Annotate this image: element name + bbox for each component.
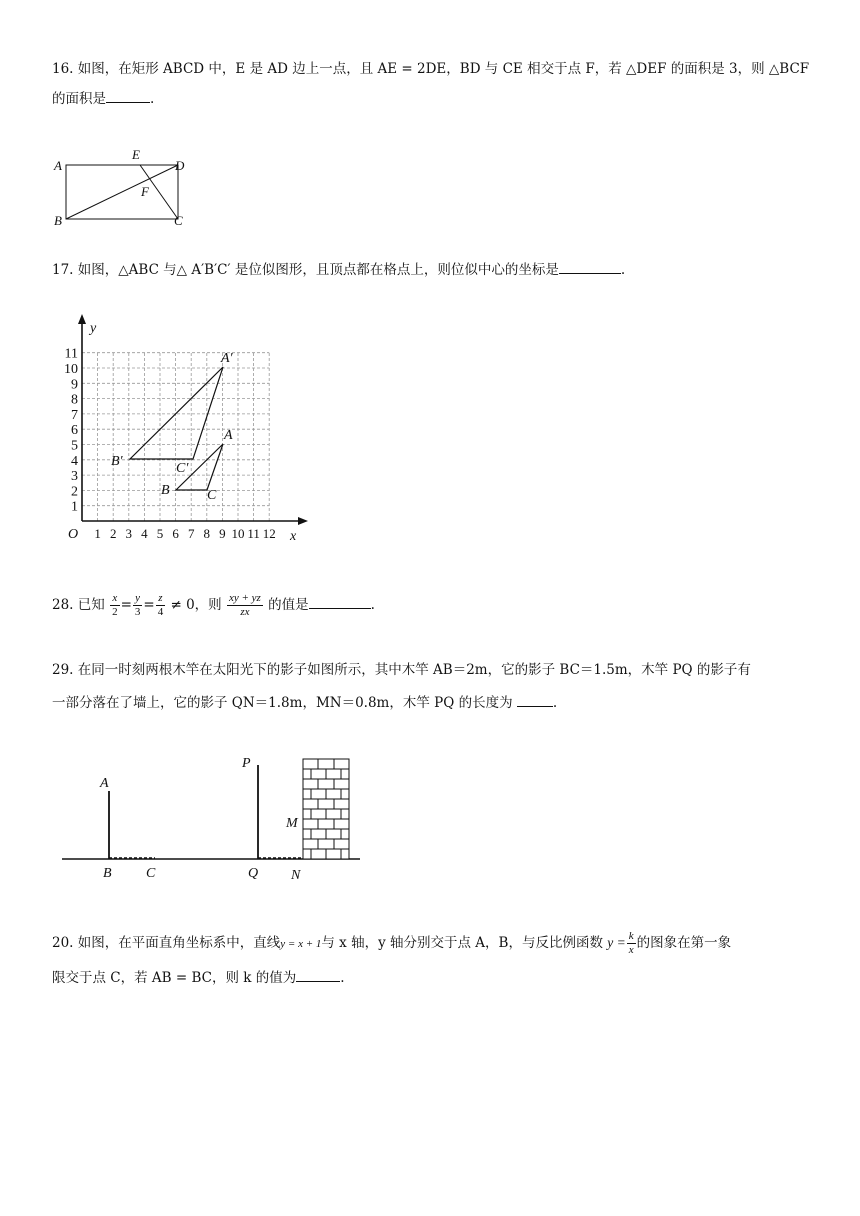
question-28: 28. 已知 $\frac{x}{2}$ = $\frac{y}{3}$ = $\frac{z}{4}$ ≠ 0，则 $\frac{xy + yz}{zx}$ 的值是 .: [52, 592, 375, 618]
fraction-y-over-3: [133, 592, 143, 619]
q17-coordinate-grid: [50, 308, 320, 548]
frac-denominator: 2: [112, 606, 118, 618]
q20-line1b: 与 x 轴，y 轴分别交于点 A，B，与反比例函数: [321, 935, 603, 951]
x-tick-label: 7: [187, 526, 195, 541]
label-B: B: [54, 213, 62, 228]
y-tick-label: 7: [71, 407, 78, 423]
q17-end: .: [620, 262, 626, 278]
q20-line1c: 的图象在第一象: [636, 935, 732, 951]
frac-denominator: zx: [240, 606, 250, 618]
q28-end: .: [370, 597, 375, 613]
y-axis-arrow-icon: [78, 314, 86, 324]
label-C: C: [174, 213, 183, 228]
y-tick-label: 10: [64, 362, 78, 377]
label-A: A: [54, 158, 62, 173]
frac-numerator: x: [110, 592, 120, 606]
q16-line2: [52, 84, 812, 114]
label-Q: Q: [248, 866, 259, 881]
q28-neq: ≠ 0，则: [170, 597, 222, 613]
q20-line1: [52, 926, 812, 961]
q28-prefix: 28. 已知: [52, 597, 105, 613]
q20-line2-text: 限交于点 C，若 AB = BC，则 k 的值为: [52, 970, 297, 986]
x-tick-label: 6: [172, 526, 179, 541]
answer-blank: [296, 969, 340, 982]
label-N: N: [291, 868, 301, 883]
y-tick-label: 11: [64, 346, 78, 362]
label-F: F: [141, 184, 149, 199]
question-16: [52, 54, 812, 114]
y-tick-label: 4: [71, 453, 78, 469]
x-tick-label: 9: [219, 526, 226, 541]
label-B-prime: B′: [111, 454, 123, 469]
fraction-k-over-x: [627, 930, 636, 957]
triangle-a-prime-b-prime-c-prime: [130, 367, 223, 459]
x-tick-label: 11: [247, 526, 260, 541]
label-D: D: [175, 158, 185, 173]
frac-denominator: 3: [134, 606, 141, 618]
line-equation: y = x + 1: [280, 938, 322, 950]
y-tick-label: 6: [71, 423, 78, 439]
question-17: [52, 255, 812, 285]
label-A: A: [100, 776, 109, 791]
x-tick-label: 3: [125, 526, 133, 541]
q29-end: .: [552, 695, 558, 711]
label-E: E: [132, 147, 140, 162]
x-tick-label: 4: [141, 526, 148, 541]
q20-line1a: 20. 如图，在平面直角坐标系中，直线: [52, 935, 281, 951]
y-tick-label: 8: [71, 392, 78, 408]
q28-suffix: 的值是: [268, 597, 309, 613]
frac-numerator: y: [133, 592, 143, 606]
frac-numerator: xy + yz: [228, 592, 261, 604]
y-tick-label: 1: [71, 499, 78, 515]
q17-text: 17. 如图，△ABC 与△ A′B′C′ 是位似图形，且顶点都在格点上，则位似中心的坐标是: [52, 262, 559, 278]
q20-end: .: [340, 970, 345, 986]
question-20: [52, 926, 812, 995]
x-tick-label: 12: [262, 526, 276, 541]
function-lhs: y =: [607, 935, 626, 950]
x-tick-label: 10: [231, 526, 245, 541]
q29-line2-text: 一部分落在了墙上，它的影子 QN＝1.8m，MN＝0.8m，木竿 PQ 的长度为: [52, 695, 513, 711]
y-axis-label: y: [90, 321, 97, 336]
label-A: A: [224, 428, 233, 443]
origin-label: O: [68, 527, 79, 542]
x-tick-label: 8: [203, 526, 211, 541]
frac-denominator: 4: [157, 606, 164, 618]
x-tick-label: 1: [94, 526, 101, 541]
label-C-prime: C′: [176, 461, 189, 476]
answer-blank: [517, 694, 553, 707]
q16-line2-text: 的面积是: [52, 91, 106, 107]
frac-numerator: z: [156, 592, 166, 606]
answer-blank: [309, 596, 371, 609]
label-A-prime: A′: [221, 351, 233, 366]
frac-denominator: x: [628, 944, 634, 956]
label-C: C: [207, 488, 217, 503]
fraction-x-over-2: [110, 592, 120, 619]
x-tick-label: 2: [109, 526, 117, 541]
y-tick-label: 9: [71, 377, 78, 393]
answer-blank: [106, 90, 150, 103]
label-B: B: [161, 483, 170, 498]
frac-numerator: k: [628, 930, 634, 942]
q29-poles-figure: [58, 745, 368, 885]
q16-line1: 16. 如图，在矩形 ABCD 中，E 是 AD 边上一点，且 AE = 2DE，BD 与 CE 相交于点 F，若 △DEF 的面积是 3，则 △BCF: [52, 61, 810, 77]
fraction-z-over-4: [156, 592, 166, 619]
x-axis-label: x: [290, 529, 297, 544]
y-tick-label: 3: [71, 469, 78, 485]
label-M: M: [286, 816, 298, 831]
question-29: [52, 654, 812, 720]
q16-end: .: [150, 91, 155, 107]
q29-line2: [52, 687, 812, 720]
brick-wall: [303, 759, 349, 859]
q16-rectangle-figure: [50, 145, 200, 230]
fraction-expression: [227, 592, 263, 619]
x-axis-arrow-icon: [298, 517, 308, 525]
q20-line2: [52, 961, 812, 995]
y-tick-label: 2: [71, 484, 78, 500]
y-tick-label: 5: [71, 438, 78, 454]
label-B: B: [103, 866, 112, 881]
label-P: P: [242, 756, 251, 771]
x-tick-label: 5: [156, 526, 164, 541]
label-C: C: [146, 866, 156, 881]
q29-line1: 29. 在同一时刻两根木竿在太阳光下的影子如图所示，其中木竿 AB＝2m，它的影子 BC＝1.5m，木竿 PQ 的影子有: [52, 662, 751, 678]
answer-blank: [559, 261, 621, 274]
